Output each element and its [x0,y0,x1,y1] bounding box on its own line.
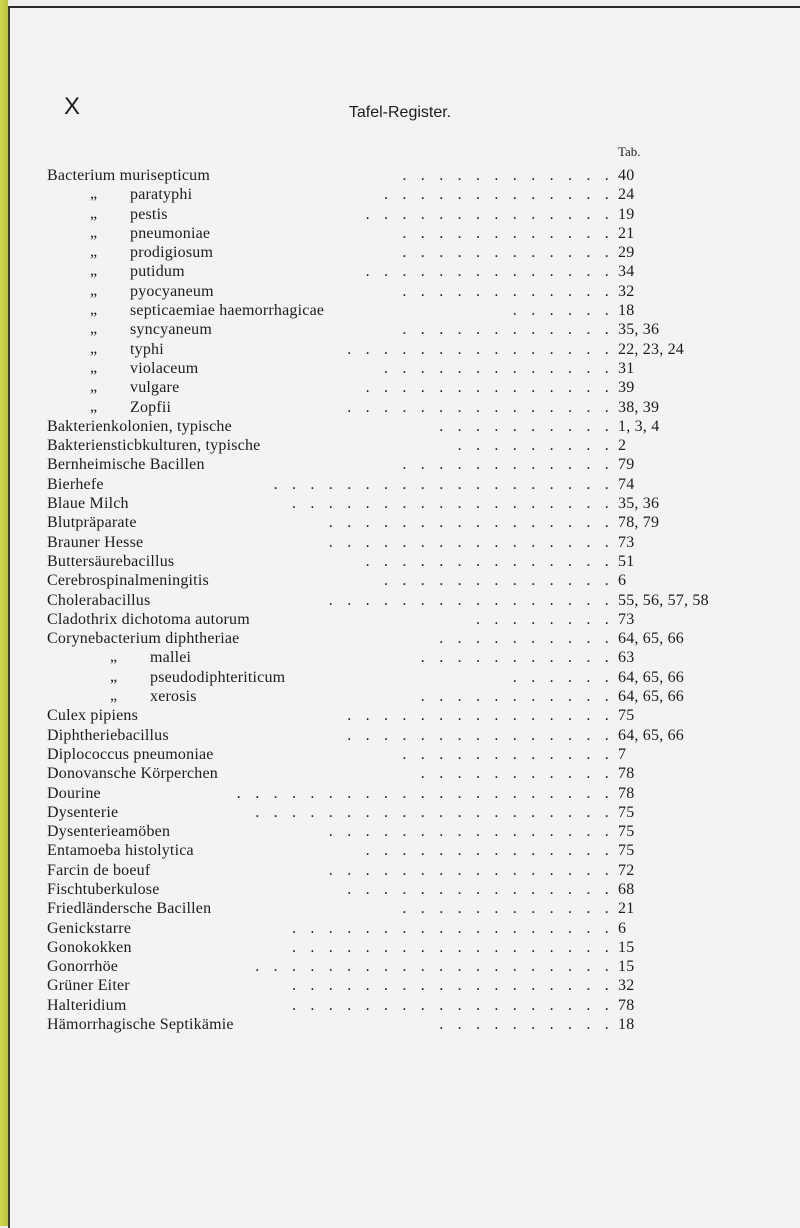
leader-dots: . . . . . . . . . . . . . . . . . . [292,977,614,995]
entry-term: Diplococcus pneumoniae [47,745,214,763]
register-entry [0,957,800,976]
register-entry [0,899,800,918]
entry-term: Cerebrospinalmeningitis [47,572,209,590]
entry-term: Dourine [47,784,101,802]
register-entry [0,629,800,648]
ditto-mark: „ [90,320,98,338]
entry-plate-numbers: 24 [618,186,635,204]
entry-plate-numbers: 64, 65, 66 [618,630,684,648]
entry-plate-numbers: 1, 3, 4 [618,417,660,435]
leader-dots: . . . . . . . . . . . . [402,244,614,262]
entry-term: Fischtuberkulose [47,880,160,898]
ditto-mark: „ [90,185,98,203]
register-entry [0,861,800,880]
entry-subterm: pestis [130,205,168,223]
leader-dots: . . . . . . . . . . . . [402,167,614,184]
register-entry [0,282,800,301]
leader-dots: . . . . . . . . . . . . . . . . . . [292,938,614,956]
register-entry [0,243,800,262]
register-entry [0,205,800,224]
page-number: X [64,93,81,120]
entry-term: Friedländersche Bacillen [47,900,212,918]
entry-plate-numbers: 31 [618,359,635,377]
leader-dots: . . . . . . . . . [457,437,614,455]
leader-dots: . . . . . . . . . . . [420,765,614,783]
entry-term: Dysenterieamöben [47,823,171,841]
entry-term: Brauner Hesse [47,533,144,551]
entry-subterm: Zopfii [130,398,172,416]
register-entry [0,784,800,803]
entry-term: Cholerabacillus [47,591,151,609]
register-entry [0,494,800,513]
register-entry [0,262,800,281]
leader-dots: . . . . . . . . . . . . [402,224,614,242]
register-entry [0,378,800,397]
ditto-mark: „ [90,397,98,415]
entry-subterm: vulgare [130,379,180,397]
register-entry [0,938,800,957]
register-entry [0,533,800,552]
entry-plate-numbers: 73 [618,533,635,551]
entry-subterm: putidum [130,263,185,281]
leader-dots: . . . . . . . . . . . . . . . . [328,514,614,532]
leader-dots: . . . . . . [512,302,614,320]
register-entry [0,301,800,320]
entry-subterm: violaceum [130,359,199,377]
entry-plate-numbers: 6 [618,572,627,590]
entry-term: Culex pipiens [47,707,139,725]
register-entry [0,841,800,860]
leader-dots: . . . . . . . . [476,610,614,628]
leader-dots: . . . . . . . . . . . [420,649,614,667]
register-entry [0,648,800,667]
register-entry [0,340,800,359]
entry-plate-numbers: 35, 36 [618,321,660,339]
leader-dots: . . . . . . . . . . . . . . . . . . . . [255,958,614,976]
entry-plate-numbers: 2 [618,437,627,455]
entry-term: Bakterienkolonien, typische [47,417,232,435]
entry-term: Bernheimische Bacillen [47,456,205,474]
entry-subterm: paratyphi [130,186,193,204]
register-entry [0,880,800,899]
entry-plate-numbers: 73 [618,610,635,628]
register-entry [0,1015,800,1034]
entry-plate-numbers: 29 [618,244,635,262]
ditto-mark: „ [90,358,98,376]
ditto-mark: „ [110,687,118,705]
register-entry [0,822,800,841]
entry-plate-numbers: 64, 65, 66 [618,726,684,744]
entry-plate-numbers: 35, 36 [618,495,660,513]
entry-plate-numbers: 78, 79 [618,514,660,532]
entry-term: Cladothrix dichotoma autorum [47,610,250,628]
entry-plate-numbers: 32 [618,282,635,300]
entry-term: Gonorrhöe [47,958,119,976]
leader-dots: . . . . . . . . . . . . [402,282,614,300]
register-entry [0,398,800,417]
leader-dots: . . . . . . . . . . . . . . [365,379,614,397]
leader-dots: . . . . . . . . . . . . . . [365,842,614,860]
ditto-mark: „ [90,301,98,319]
entry-plate-numbers: 18 [618,1016,635,1034]
entry-term: Entamoeba histolytica [47,842,194,860]
entry-term: Blaue Milch [47,495,129,513]
entry-plate-numbers: 6 [618,919,627,937]
register-entry [0,610,800,629]
entry-plate-numbers: 22, 23, 24 [618,340,684,358]
leader-dots: . . . . . . . . . . . . . [384,359,614,377]
leader-dots: . . . . . . . . . . . . [402,321,614,339]
entry-term: Genickstarre [47,919,132,937]
leader-dots: . . . . . . . . . . . . . . [365,205,614,223]
ditto-mark: „ [90,223,98,241]
ditto-mark: „ [90,378,98,396]
register-entry [0,513,800,532]
leader-dots: . . . . . . . . . . . [420,688,614,706]
entry-plate-numbers: 38, 39 [618,398,660,416]
entry-plate-numbers: 64, 65, 66 [618,688,684,706]
entry-plate-numbers: 79 [618,456,635,474]
leader-dots: . . . . . . . . . . . . . . . . [328,533,614,551]
register-entry [0,745,800,764]
leader-dots: . . . . . . . . . . . . . . . . . . [292,996,614,1014]
register-entry [0,475,800,494]
leader-dots: . . . . . . . . . . [439,1016,614,1034]
leader-dots: . . . . . . . . . . . . . . . [347,726,614,744]
leader-dots: . . . . . . . . . . . . . . [365,552,614,570]
register-entry [0,687,800,706]
entry-plate-numbers: 19 [618,205,635,223]
entry-plate-numbers: 75 [618,842,635,860]
ditto-mark: „ [110,648,118,666]
entry-term: Donovansche Körperchen [47,765,219,783]
ditto-mark: „ [90,339,98,357]
entry-term: Gonokokken [47,938,132,956]
entry-plate-numbers: 21 [618,900,635,918]
entry-plate-numbers: 78 [618,784,635,802]
entry-term: Halteridium [47,996,127,1014]
leader-dots: . . . . . . . . . . . . . . . [347,340,614,358]
entry-term: Diphtheriebacillus [47,726,169,744]
entry-plate-numbers: 78 [618,765,635,783]
entry-plate-numbers: 15 [618,938,635,956]
register-entry [0,359,800,378]
register-entry [0,320,800,339]
entry-term: Bierhefe [47,475,104,493]
leader-dots: . . . . . . . . . . . . . [384,186,614,204]
entry-plate-numbers: 15 [618,958,635,976]
register-entry [0,726,800,745]
entry-plate-numbers: 75 [618,803,635,821]
register-entry [0,571,800,590]
leader-dots: . . . . . . . . . . [439,630,614,648]
leader-dots: . . . . . . . . . . . . . . . [347,880,614,898]
entry-plate-numbers: 72 [618,861,635,879]
register-entry [0,552,800,571]
leader-dots: . . . . . . . . . . . . . . . . . . . [273,475,614,493]
entry-plate-numbers: 51 [618,552,635,570]
leader-dots: . . . . . . . . . . . . [402,900,614,918]
register-entry [0,224,800,243]
entry-term: Bacterium murisepticum [47,167,211,184]
leader-dots: . . . . . . . . . . . . [402,456,614,474]
ditto-mark: „ [90,204,98,222]
leader-dots: . . . . . . . . . . . . . . . . . . [292,495,614,513]
entry-term: Buttersäurebacillus [47,552,175,570]
entry-subterm: syncyaneum [130,321,212,339]
register-entry [0,455,800,474]
register-entry [0,166,800,185]
entry-subterm: xerosis [150,688,197,706]
entry-term: Corynebacterium diphtheriae [47,630,240,648]
register-entry [0,436,800,455]
leader-dots: . . . . . . . . . . [439,417,614,435]
register-entry [0,996,800,1015]
ditto-mark: „ [90,281,98,299]
leader-dots: . . . . . . . . . . . . [402,745,614,763]
entry-plate-numbers: 55, 56, 57, 58 [618,591,709,609]
entry-subterm: septicaemiae haemorrhagicae [130,302,325,320]
leader-dots: . . . . . . . . . . . . . . . . [328,823,614,841]
entry-plate-numbers: 21 [618,224,635,242]
leader-dots: . . . . . . . . . . . . . . . [347,707,614,725]
entry-plate-numbers: 39 [618,379,635,397]
ditto-mark: „ [90,262,98,280]
entry-term: Dysenterie [47,803,119,821]
entry-term: Blutpräparate [47,514,137,532]
ditto-mark: „ [110,667,118,685]
register-entry [0,706,800,725]
register-entry [0,185,800,204]
register-entries [0,166,800,1034]
entry-plate-numbers: 40 [618,167,635,184]
register-entry [0,919,800,938]
entry-term: Farcin de boeuf [47,861,151,879]
page-title: Tafel-Register. [348,104,452,121]
entry-subterm: pneumoniae [130,224,211,242]
entry-subterm: mallei [150,649,192,667]
register-entry [0,417,800,436]
entry-subterm: pyocyaneum [130,282,214,300]
leader-dots: . . . . . . . . . . . . . . . [347,398,614,416]
ditto-mark: „ [90,243,98,261]
entry-term: Bakteriensticbkulturen, typische [47,437,261,455]
leader-dots: . . . . . . . . . . . . . . . . [328,861,614,879]
column-header-tab: Tab. [618,144,641,159]
leader-dots: . . . . . . . . . . . . . [384,572,614,590]
entry-plate-numbers: 34 [618,263,635,281]
entry-plate-numbers: 64, 65, 66 [618,668,684,686]
register-entry [0,976,800,995]
register-entry [0,591,800,610]
entry-subterm: prodigiosum [130,244,214,262]
leader-dots: . . . . . . [512,668,614,686]
entry-term: Hämorrhagische Septikämie [47,1016,234,1034]
leader-dots: . . . . . . . . . . . . . . [365,263,614,281]
leader-dots: . . . . . . . . . . . . . . . . . . . . . [236,784,614,802]
leader-dots: . . . . . . . . . . . . . . . . . . . . [255,803,614,821]
entry-subterm: pseudodiphteriticum [150,668,286,686]
leader-dots: . . . . . . . . . . . . . . . . [328,591,614,609]
entry-plate-numbers: 78 [618,996,635,1014]
entry-plate-numbers: 63 [618,649,635,667]
entry-plate-numbers: 75 [618,707,635,725]
entry-plate-numbers: 74 [618,475,635,493]
entry-plate-numbers: 32 [618,977,635,995]
entry-plate-numbers: 75 [618,823,635,841]
entry-term: Grüner Eiter [47,977,130,995]
entry-plate-numbers: 18 [618,302,635,320]
register-entry [0,803,800,822]
register-entry [0,668,800,687]
entry-plate-numbers: 68 [618,880,635,898]
entry-plate-numbers: 7 [618,745,627,763]
leader-dots: . . . . . . . . . . . . . . . . . . [292,919,614,937]
entry-subterm: typhi [130,340,164,358]
register-entry [0,764,800,783]
